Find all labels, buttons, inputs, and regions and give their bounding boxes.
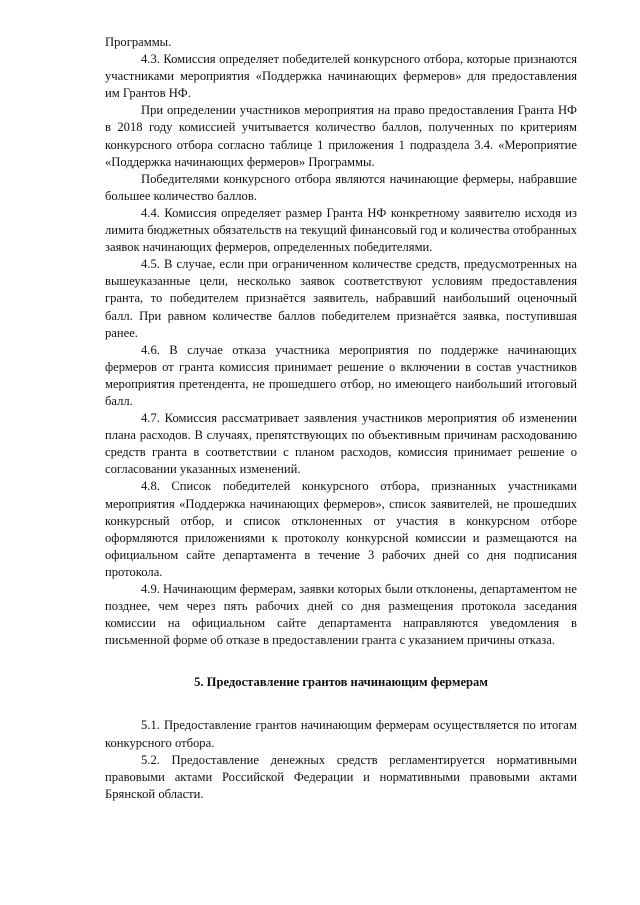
paragraph-continuation: Программы. <box>105 35 172 49</box>
paragraph-5-1: 5.1. Предоставление грантов начинающим фермерам осуществляется по итогам конкурсного отбора. <box>105 718 577 750</box>
paragraph-participants-selection: При определении участников мероприятия на право предоставления Гранта НФ в 2018 году комиссией учитывается количество баллов, полученных по критериям конкурсного отбора согласно таблице 1 приложения 1 подраздела 3.4. «Мероприятие «Поддержка начинающих фермеров» Программы. <box>105 103 577 169</box>
paragraph-5-2: 5.2. Предоставление денежных средств регламентируется нормативными правовыми актами Российской Федерации и нормативными правовыми актами Брянской области. <box>105 752 577 801</box>
paragraph-4-3: 4.3. Комиссия определяет победителей конкурсного отбора, которые признаются участниками мероприятия «Поддержка начинающих фермеров» для предоставления им Грантов НФ. <box>105 52 577 101</box>
paragraph-4-6: 4.6. В случае отказа участника мероприятия по поддержке начинающих фермеров от гранта комиссия принимает решение о включении в состав участников мероприятия претендента, не прошедшего отбор, но имеющего наибольший итоговый балл. <box>105 342 577 408</box>
paragraph-4-4: 4.4. Комиссия определяет размер Гранта НФ конкретному заявителю исходя из лимита бюджетных обязательств на текущий финансовый год и количества отобранных заявок начинающих фермеров, определенных победителями. <box>105 205 578 255</box>
paragraph-4-7: 4.7. Комиссия рассматривает заявления участников мероприятия об изменении плана расходов. В случаях, препятствующих по объективным причинам расходованию средств гранта в соответствии с планом расходов, комиссия принимает решение о согласовании указанных изменений. <box>105 411 577 477</box>
section-heading: 5. Предоставление грантов начинающим фермерам <box>194 675 488 690</box>
paragraph-winners: Победителями конкурсного отбора являются начинающие фермеры, набравшие большее количество баллов. <box>105 171 577 203</box>
paragraph-4-9: 4.9. Начинающим фермерам, заявки которых были отклонены, департаментом не позднее, чем через пять рабочих дней со дня размещения протокола заседания комиссии на официальном сайте департамента направляются уведомления в письменной форме об отказе в предоставлении гранта с указанием причины отказа. <box>105 582 577 648</box>
document-page <box>105 34 577 803</box>
paragraph-4-5: 4.5. В случае, если при ограниченном количестве средств, предусмотренных на вышеуказанные цели, несколько заявок соответствуют условиям предоставления гранта, то победителем признаётся заявитель, набравший наибольший оценочный балл. При равном количестве баллов победителем признаётся заявка, поступившая ранее. <box>105 257 577 340</box>
paragraph-4-8: 4.8. Список победителей конкурсного отбора, признанных участниками мероприятия «Поддержка начинающих фермеров», список заявителей, не прошедших конкурсный отбор, и список отклоненных от участия в конкурсном отборе оформляются приложениями к протоколу конкурсной комиссии и размещаются на официальном сайте департамента в течение 3 рабочих дней со дня подписания протокола. <box>105 479 577 579</box>
